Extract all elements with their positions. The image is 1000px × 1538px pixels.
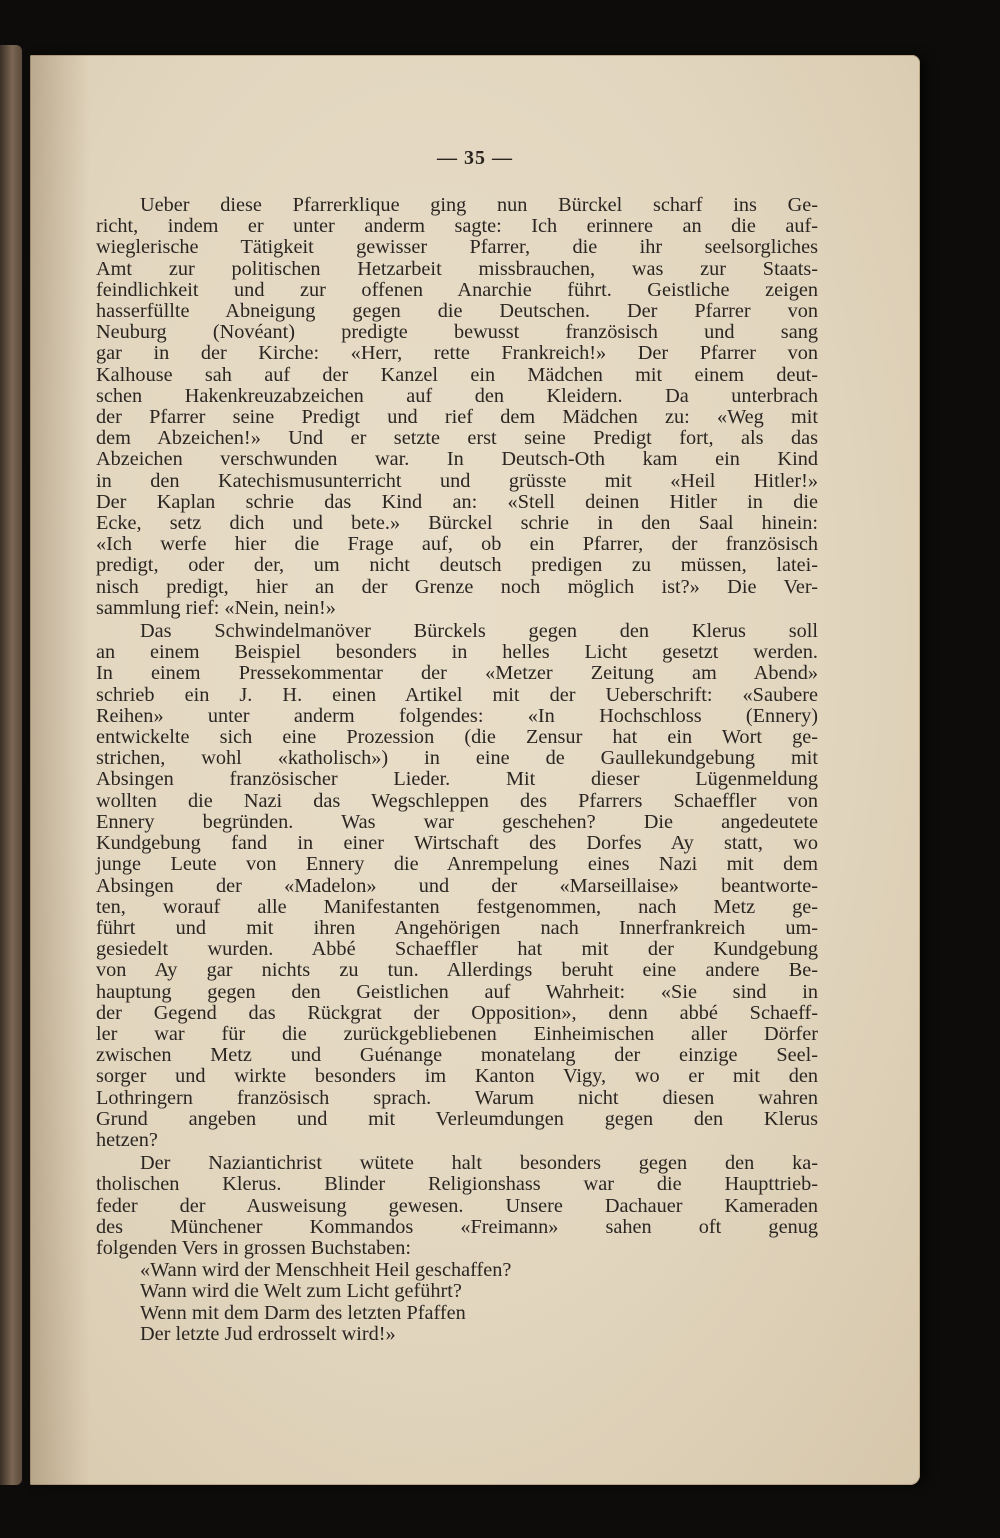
text-line: gesiedelt wurden. Abbé Schaeffler hat mit der Kundgebung xyxy=(96,938,818,961)
text-line: Absingen französischer Lieder. Mit dieser Lügenmeldung xyxy=(96,768,818,791)
text-line: hetzen? xyxy=(96,1128,158,1151)
text-line: richt, indem er unter anderm sagte: Ich erinnere an die auf- xyxy=(96,215,818,238)
text-line: «Ich werfe hier die Frage auf, ob ein Pfarrer, der französisch xyxy=(96,533,818,556)
text-line: junge Leute von Ennery die Anrempelung eines Nazi mit dem xyxy=(96,853,818,876)
book-page xyxy=(30,55,920,1485)
text-line: zwischen Metz und Guénange monatelang der einzige Seel- xyxy=(96,1044,818,1067)
text-line: ten, worauf alle Manifestanten festgenommen, nach Metz ge- xyxy=(96,895,818,918)
previous-page-edge xyxy=(0,45,22,1485)
verse-line: Wann wird die Welt zum Licht geführt? xyxy=(140,1280,462,1303)
text-line: wollten die Nazi das Wegschleppen des Pfarrers Schaeffler von xyxy=(96,789,818,812)
paragraph-1 xyxy=(96,195,818,619)
body-text xyxy=(96,195,818,1345)
text-line: feder der Ausweisung gewesen. Unsere Dachauer Kameraden xyxy=(96,1194,818,1217)
text-line: hauptung gegen den Geistlichen auf Wahrheit: «Sie sind in xyxy=(96,980,818,1003)
text-line: entwickelte sich eine Prozession (die Zensur hat ein Wort ge- xyxy=(96,726,818,749)
text-line: Das Schwindelmanöver Bürckels gegen den Klerus soll xyxy=(140,620,818,643)
text-line: von Ay gar nichts zu tun. Allerdings beruht eine andere Be- xyxy=(96,959,818,982)
text-line: Kalhouse sah auf der Kanzel ein Mädchen mit einem deut- xyxy=(96,363,818,386)
text-line: feindlichkeit und zur offenen Anarchie führt. Geistliche zeigen xyxy=(96,278,818,301)
text-line: gar in der Kirche: «Herr, rette Frankreich!» Der Pfarrer von xyxy=(96,342,818,365)
text-line: tholischen Klerus. Blinder Religionshass war die Haupttrieb- xyxy=(96,1173,818,1196)
text-line: der Gegend das Rückgrat der Opposition», denn abbé Schaeff- xyxy=(96,1001,818,1024)
text-line: wieglerische Tätigkeit gewisser Pfarrer, die ihr seelsorgliches xyxy=(96,236,818,259)
text-line: Reihen» unter anderm folgendes: «In Hochschloss (Ennery) xyxy=(96,704,818,727)
text-line: Kundgebung fand in einer Wirtschaft des Dorfes Ay statt, wo xyxy=(96,832,818,855)
text-line: dem Abzeichen!» Und er setzte erst seine Predigt fort, als das xyxy=(96,427,818,450)
text-line: nisch predigt, hier an der Grenze noch möglich ist?» Die Ver- xyxy=(96,575,818,598)
text-line: Grund angeben und mit Verleumdungen gegen den Klerus xyxy=(96,1107,818,1130)
text-line: hasserfüllte Abneigung gegen die Deutschen. Der Pfarrer von xyxy=(96,300,818,323)
text-line: Der Kaplan schrie das Kind an: «Stell deinen Hitler in die xyxy=(96,490,818,513)
text-line: führt und mit ihren Angehörigen nach Innerfrankreich um- xyxy=(96,916,818,939)
text-line: Ueber diese Pfarrerklique ging nun Bürckel scharf ins Ge- xyxy=(140,194,818,216)
page-number: — 35 — xyxy=(437,147,513,169)
text-line: Ennery begründen. Was war geschehen? Die angedeutete xyxy=(96,810,818,833)
text-line: Abzeichen verschwunden war. In Deutsch-Oth kam ein Kind xyxy=(96,448,818,471)
verse-line: Wenn mit dem Darm des letzten Pfaffen xyxy=(140,1301,466,1324)
text-line: des Münchener Kommandos «Freimann» sahen oft genug xyxy=(96,1215,818,1238)
text-line: folgenden Vers in grossen Buchstaben: xyxy=(96,1236,412,1259)
text-line: Absingen der «Madelon» und der «Marseillaise» beantworte- xyxy=(96,874,818,897)
text-line: schen Hakenkreuzabzeichen auf den Kleidern. Da unterbrach xyxy=(96,384,818,407)
verse-quote xyxy=(140,1260,818,1345)
text-line: Ecke, setz dich und bete.» Bürckel schrie in den Saal hinein: xyxy=(96,512,818,535)
verse-line: «Wann wird der Menschheit Heil geschaffen? xyxy=(140,1259,512,1282)
text-line: Der Naziantichrist wütete halt besonders gegen den ka- xyxy=(140,1152,818,1175)
text-line: der Pfarrer seine Predigt und rief dem Mädchen zu: «Weg mit xyxy=(96,406,818,429)
text-line: sorger und wirkte besonders im Kanton Vigy, wo er mit den xyxy=(96,1065,818,1088)
text-line: In einem Pressekommentar der «Metzer Zeitung am Abend» xyxy=(96,662,818,685)
text-line: Neuburg (Novéant) predigte bewusst französisch und sang xyxy=(96,321,818,344)
text-line: in den Katechismusunterricht und grüsste mit «Heil Hitler!» xyxy=(96,469,818,492)
paragraph-2 xyxy=(96,621,818,1151)
text-line: Amt zur politischen Hetzarbeit missbrauchen, was zur Staats- xyxy=(96,257,818,280)
text-line: strichen, wohl «katholisch») in eine de Gaullekundgebung mit xyxy=(96,747,818,770)
text-line: ler war für die zurückgebliebenen Einheimischen aller Dörfer xyxy=(96,1022,818,1045)
text-line: schrieb ein J. H. einen Artikel mit der Ueberschrift: «Saubere xyxy=(96,683,818,706)
text-line: predigt, oder der, um nicht deutsch predigen zu müssen, latei- xyxy=(96,554,818,577)
text-line: an einem Beispiel besonders in helles Licht gesetzt werden. xyxy=(96,641,818,664)
text-line: Lothringern französisch sprach. Warum nicht diesen wahren xyxy=(96,1086,818,1109)
text-line: sammlung rief: «Nein, nein!» xyxy=(96,596,336,619)
verse-line: Der letzte Jud erdrosselt wird!» xyxy=(140,1322,396,1345)
paragraph-3 xyxy=(96,1153,818,1259)
